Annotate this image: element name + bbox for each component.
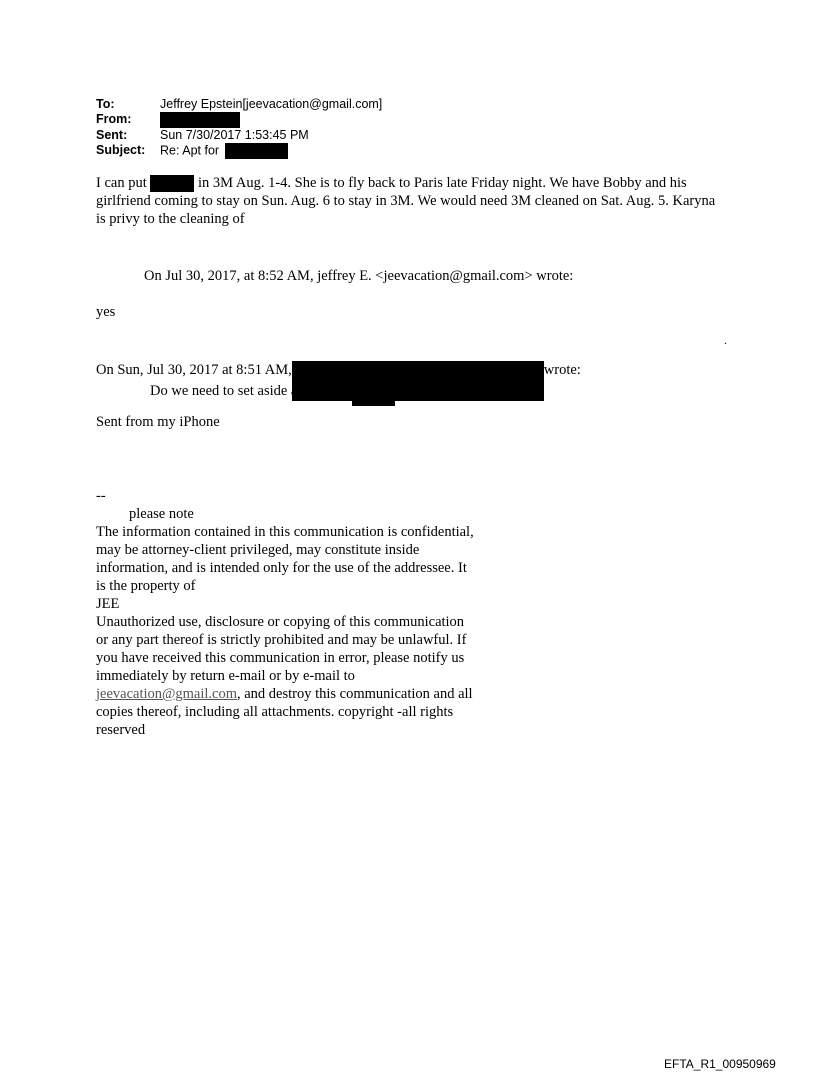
reply-attribution: On Jul 30, 2017, at 8:52 AM, jeffrey E. <jeevacation@gmail.com> wrote: [144,268,574,284]
question-a: Do we need to set aside an apt for [150,383,347,399]
body-redaction [150,175,194,192]
disclaimer-part-2: JEE [96,596,120,612]
subject-redaction [225,143,288,159]
from-label: From: [96,112,132,126]
body-text-b: in 3M Aug. 1-4. She is to fly back to Paris late Friday night. We have Bobby and his girlfriend coming to stay on Sun. Aug. 6 to stay in 3M. We would need 3M cleaned on Sat. Aug. 5. Karyna is privy to the cleaning of [96,175,716,228]
confidentiality-disclaimer [96,523,476,739]
original-attribution-b: wrote: [543,362,581,378]
question-b: tues-fri? [394,383,443,399]
sent-value: Sun 7/30/2017 1:53:45 PM [160,128,309,142]
please-note: please note [129,506,194,522]
from-redaction [160,112,240,128]
to-label: To: [96,97,115,111]
disclaimer-text-3: Unauthorized use, disclosure or copying of this communication or any part thereof is strictly prohibited and may be unlawful. If you have received this communication in error, please notify us immediately by return e-mail or by e-mail to [96,614,467,684]
original-question [150,376,443,406]
subject-value: Re: Apt for [160,143,220,158]
sent-row [96,128,382,143]
subject-row [96,143,382,159]
to-value: Jeffrey Epstein[jeevacation@gmail.com] [160,97,383,111]
email-link[interactable]: jeevacation@gmail.com [96,686,237,702]
signature-dashes: -- [96,488,106,504]
sent-from-iphone: Sent from my iPhone [96,414,220,430]
email-header [96,97,382,159]
subject-label: Subject: [96,143,146,157]
original-attribution-a: On Sun, Jul 30, 2017 at 8:51 AM, [96,362,292,378]
reply-yes: yes [96,304,116,320]
disclaimer-text-4: , and destroy this communication and all copies thereof, including all attachments. copyright -all rights reserved [96,686,473,738]
to-row [96,97,382,112]
from-row [96,112,382,128]
disclaimer-part-3 [96,613,476,739]
body-text-a: I can put [96,175,147,191]
sent-label: Sent: [96,128,128,142]
question-redaction [352,382,395,406]
stray-mark: . [724,333,727,347]
document-id: EFTA_R1_00950969 [664,1057,776,1071]
body-paragraph [96,174,716,228]
disclaimer-part-1: The information contained in this communication is confidential, may be attorney-client privileged, may constitute inside information, and is intended only for the use of the addressee. It is the property of [96,524,474,594]
